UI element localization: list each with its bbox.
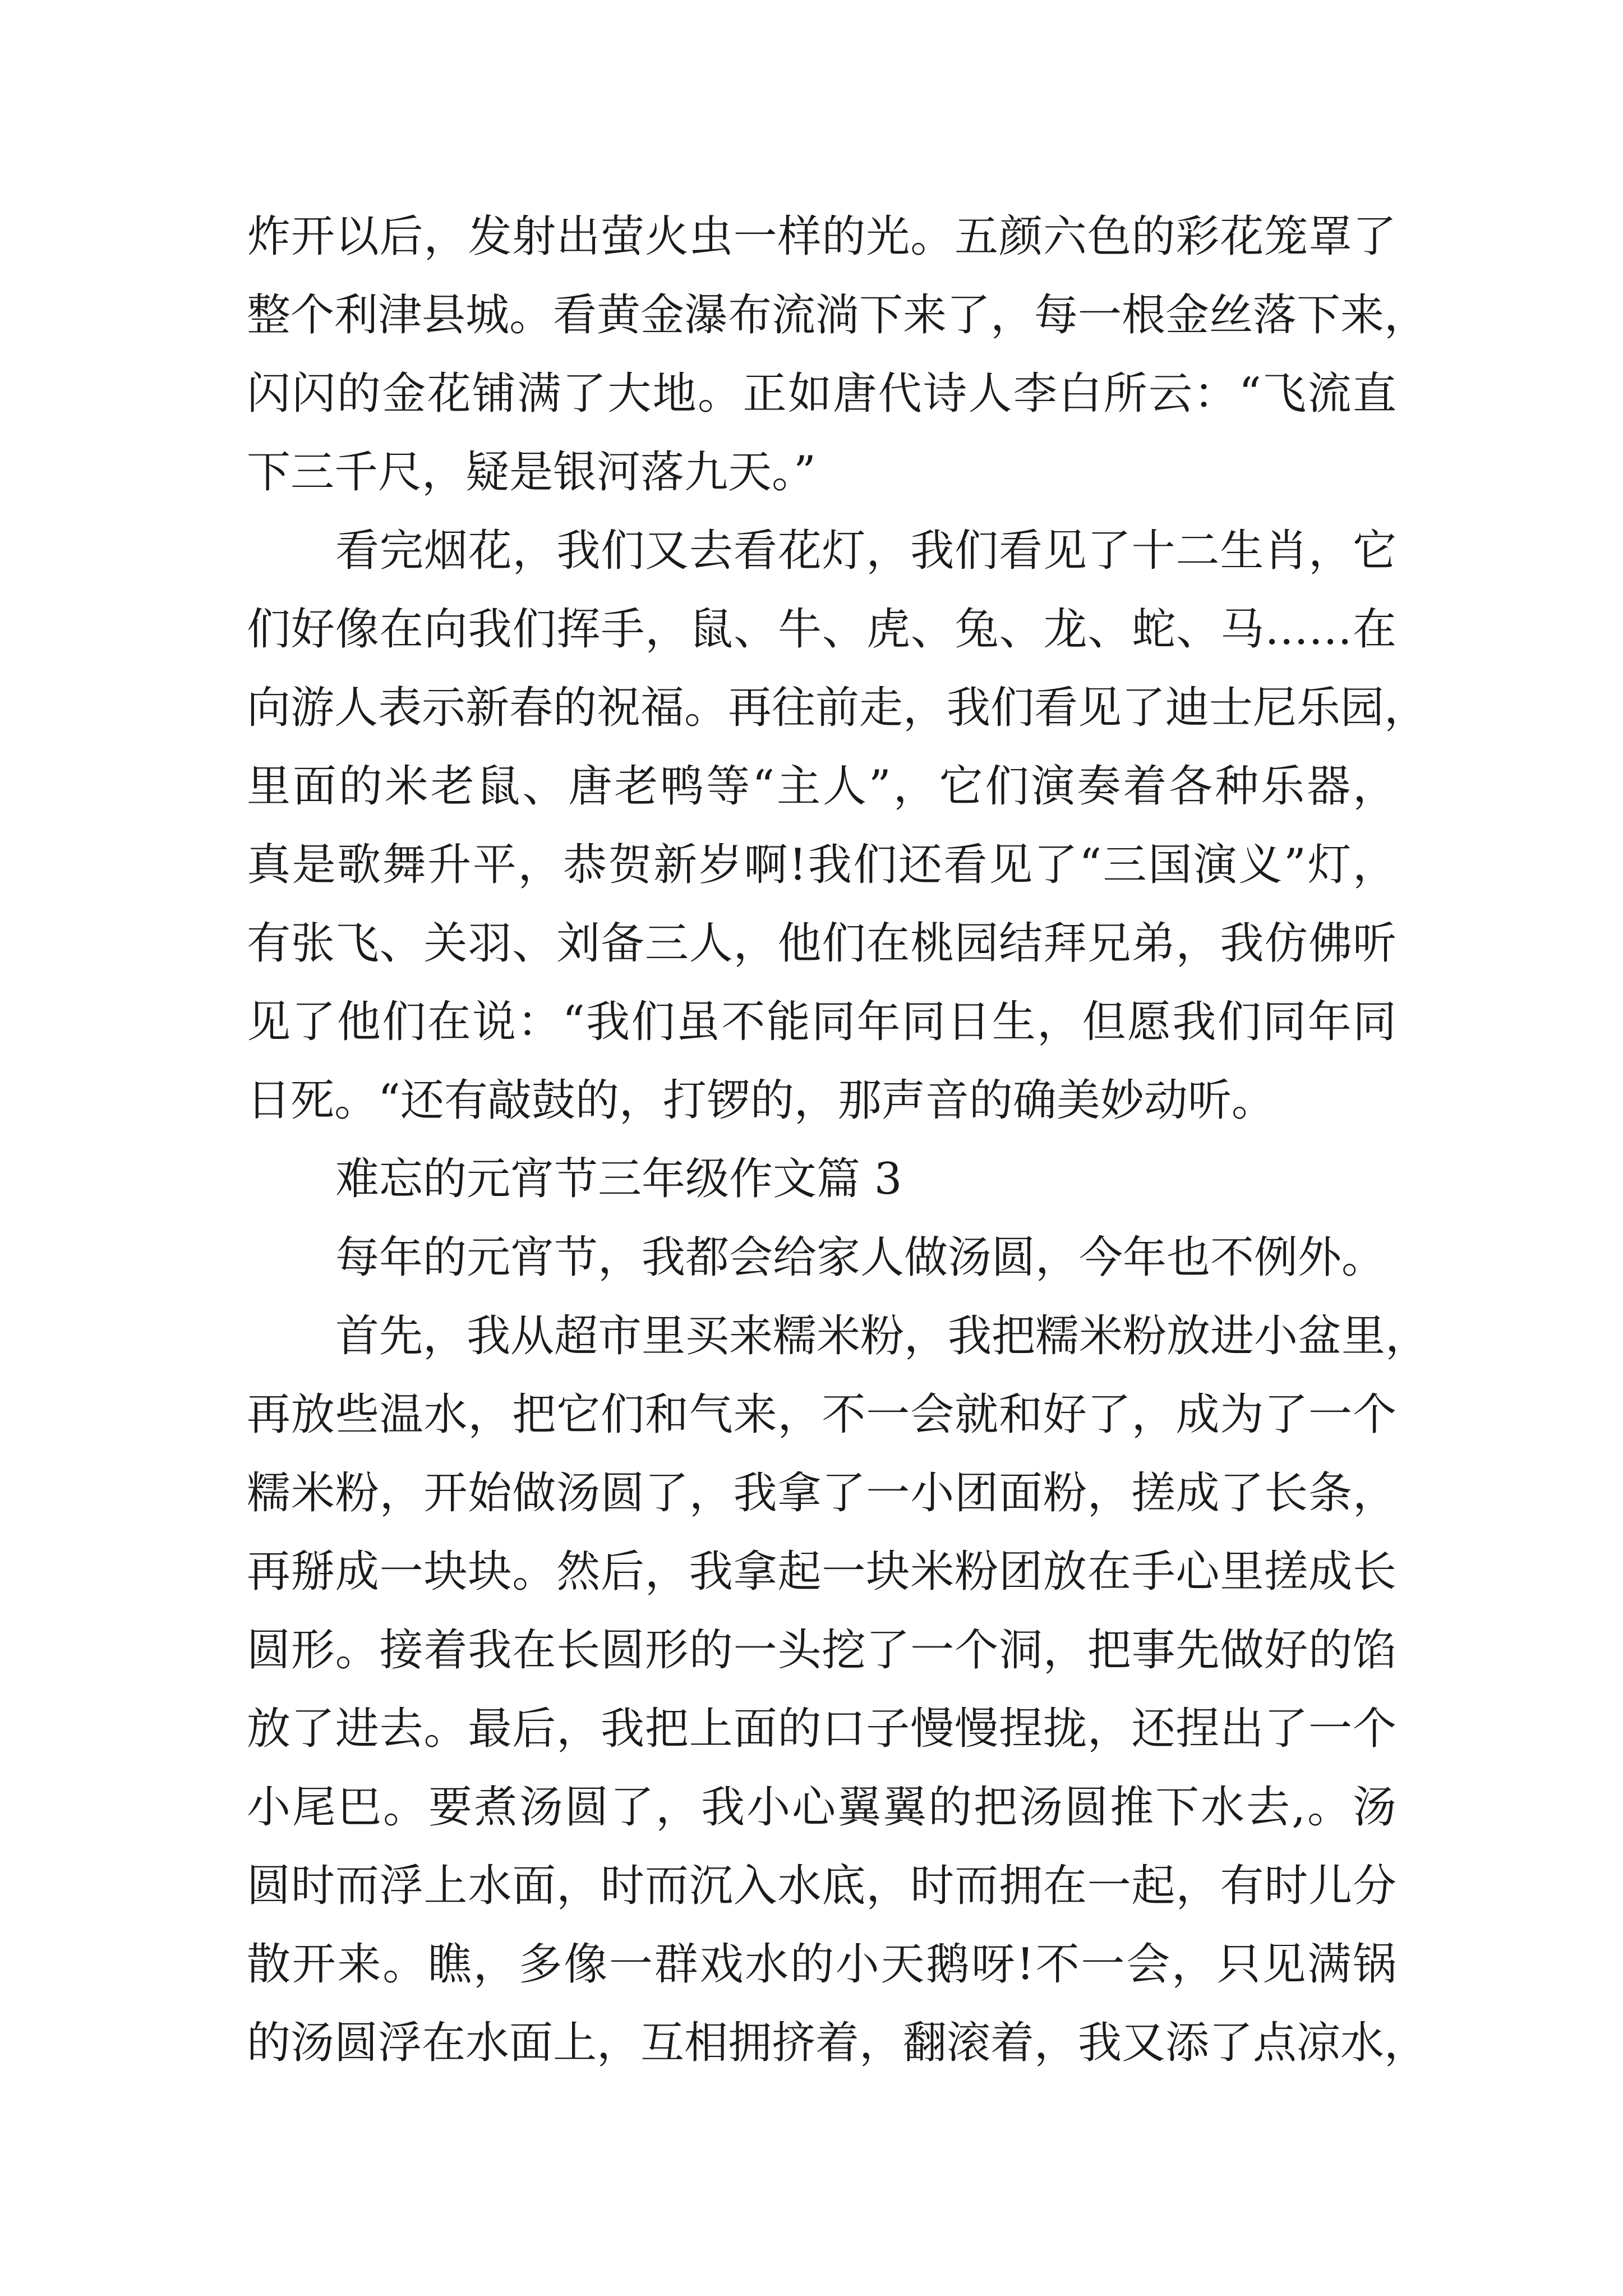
text-line: 整个利津县城。看黄金瀑布流淌下来了，每一根金丝落下来，: [247, 290, 1428, 341]
paragraph-making-tangyuan: [247, 1297, 1430, 2082]
essay-title: 难忘的元宵节三年级作文篇 3: [335, 1154, 902, 1204]
text-line: 再掰成一块块。然后，我拿起一块米粉团放在手心里搓成长: [247, 1547, 1396, 1597]
text-line: 向游人表示新春的祝福。再往前走，我们看见了迪士尼乐园，: [247, 683, 1428, 733]
paragraph-fireworks: [247, 197, 1428, 512]
text-line: 见了他们在说：“我们虽不能同年同日生，但愿我们同年同: [247, 997, 1396, 1047]
paragraph-intro: [247, 1218, 1396, 1297]
text-line: 每年的元宵节，我都会给家人做汤圆，今年也不例外。: [335, 1232, 1386, 1283]
text-line: 放了进去。最后，我把上面的口子慢慢捏拢，还捏出了一个: [247, 1704, 1396, 1754]
text-line: 有张飞、关羽、刘备三人，他们在桃园结拜兄弟，我仿佛听: [247, 918, 1396, 969]
text-line: 们好像在向我们挥手，鼠、牛、虎、兔、龙、蛇、马……在: [247, 604, 1396, 655]
paragraph-lanterns: [247, 512, 1428, 1140]
text-line: 糯米粉，开始做汤圆了，我拿了一小团面粉，搓成了长条，: [247, 1468, 1396, 1519]
text-line: 首先，我从超市里买来糯米粉，我把糯米粉放进小盆里，: [335, 1311, 1430, 1361]
text-line: 的汤圆浮在水面上，互相拥挤着，翻滚着，我又添了点凉水，: [247, 2018, 1428, 2068]
text-line: 散开来。瞧，多像一群戏水的小天鹅呀!不一会，只见满锅: [247, 1939, 1396, 1990]
text-line: 真是歌舞升平，恭贺新岁啊!我们还看见了“三国演义”灯，: [247, 840, 1396, 890]
text-line: 闪闪的金花铺满了大地。正如唐代诗人李白所云：“飞流直: [247, 369, 1396, 419]
text-line: 炸开以后，发射出萤火虫一样的光。五颜六色的彩花笼罩了: [247, 211, 1396, 262]
text-line: 小尾巴。要煮汤圆了，我小心翼翼的把汤圆推下水去,。汤: [247, 1782, 1396, 1833]
text-line: 圆时而浮上水面，时而沉入水底，时而拥在一起，有时儿分: [247, 1861, 1396, 1911]
text-line: 看完烟花，我们又去看花灯，我们看见了十二生肖，它: [335, 526, 1396, 576]
text-line: 下三千尺，疑是银河落九天。”: [247, 447, 816, 498]
text-line: 圆形。接着我在长圆形的一头挖了一个洞，把事先做好的馅: [247, 1625, 1396, 1676]
text-line: 再放些温水，把它们和气来，不一会就和好了，成为了一个: [247, 1389, 1396, 1440]
text-line: 里面的米老鼠、唐老鸭等“主人”，它们演奏着各种乐器，: [247, 761, 1396, 812]
document-body: [247, 197, 1430, 2082]
text-line: 日死。“还有敲鼓的，打锣的，那声音的确美妙动听。: [247, 1075, 1275, 1126]
section-heading: [247, 1140, 1396, 1218]
